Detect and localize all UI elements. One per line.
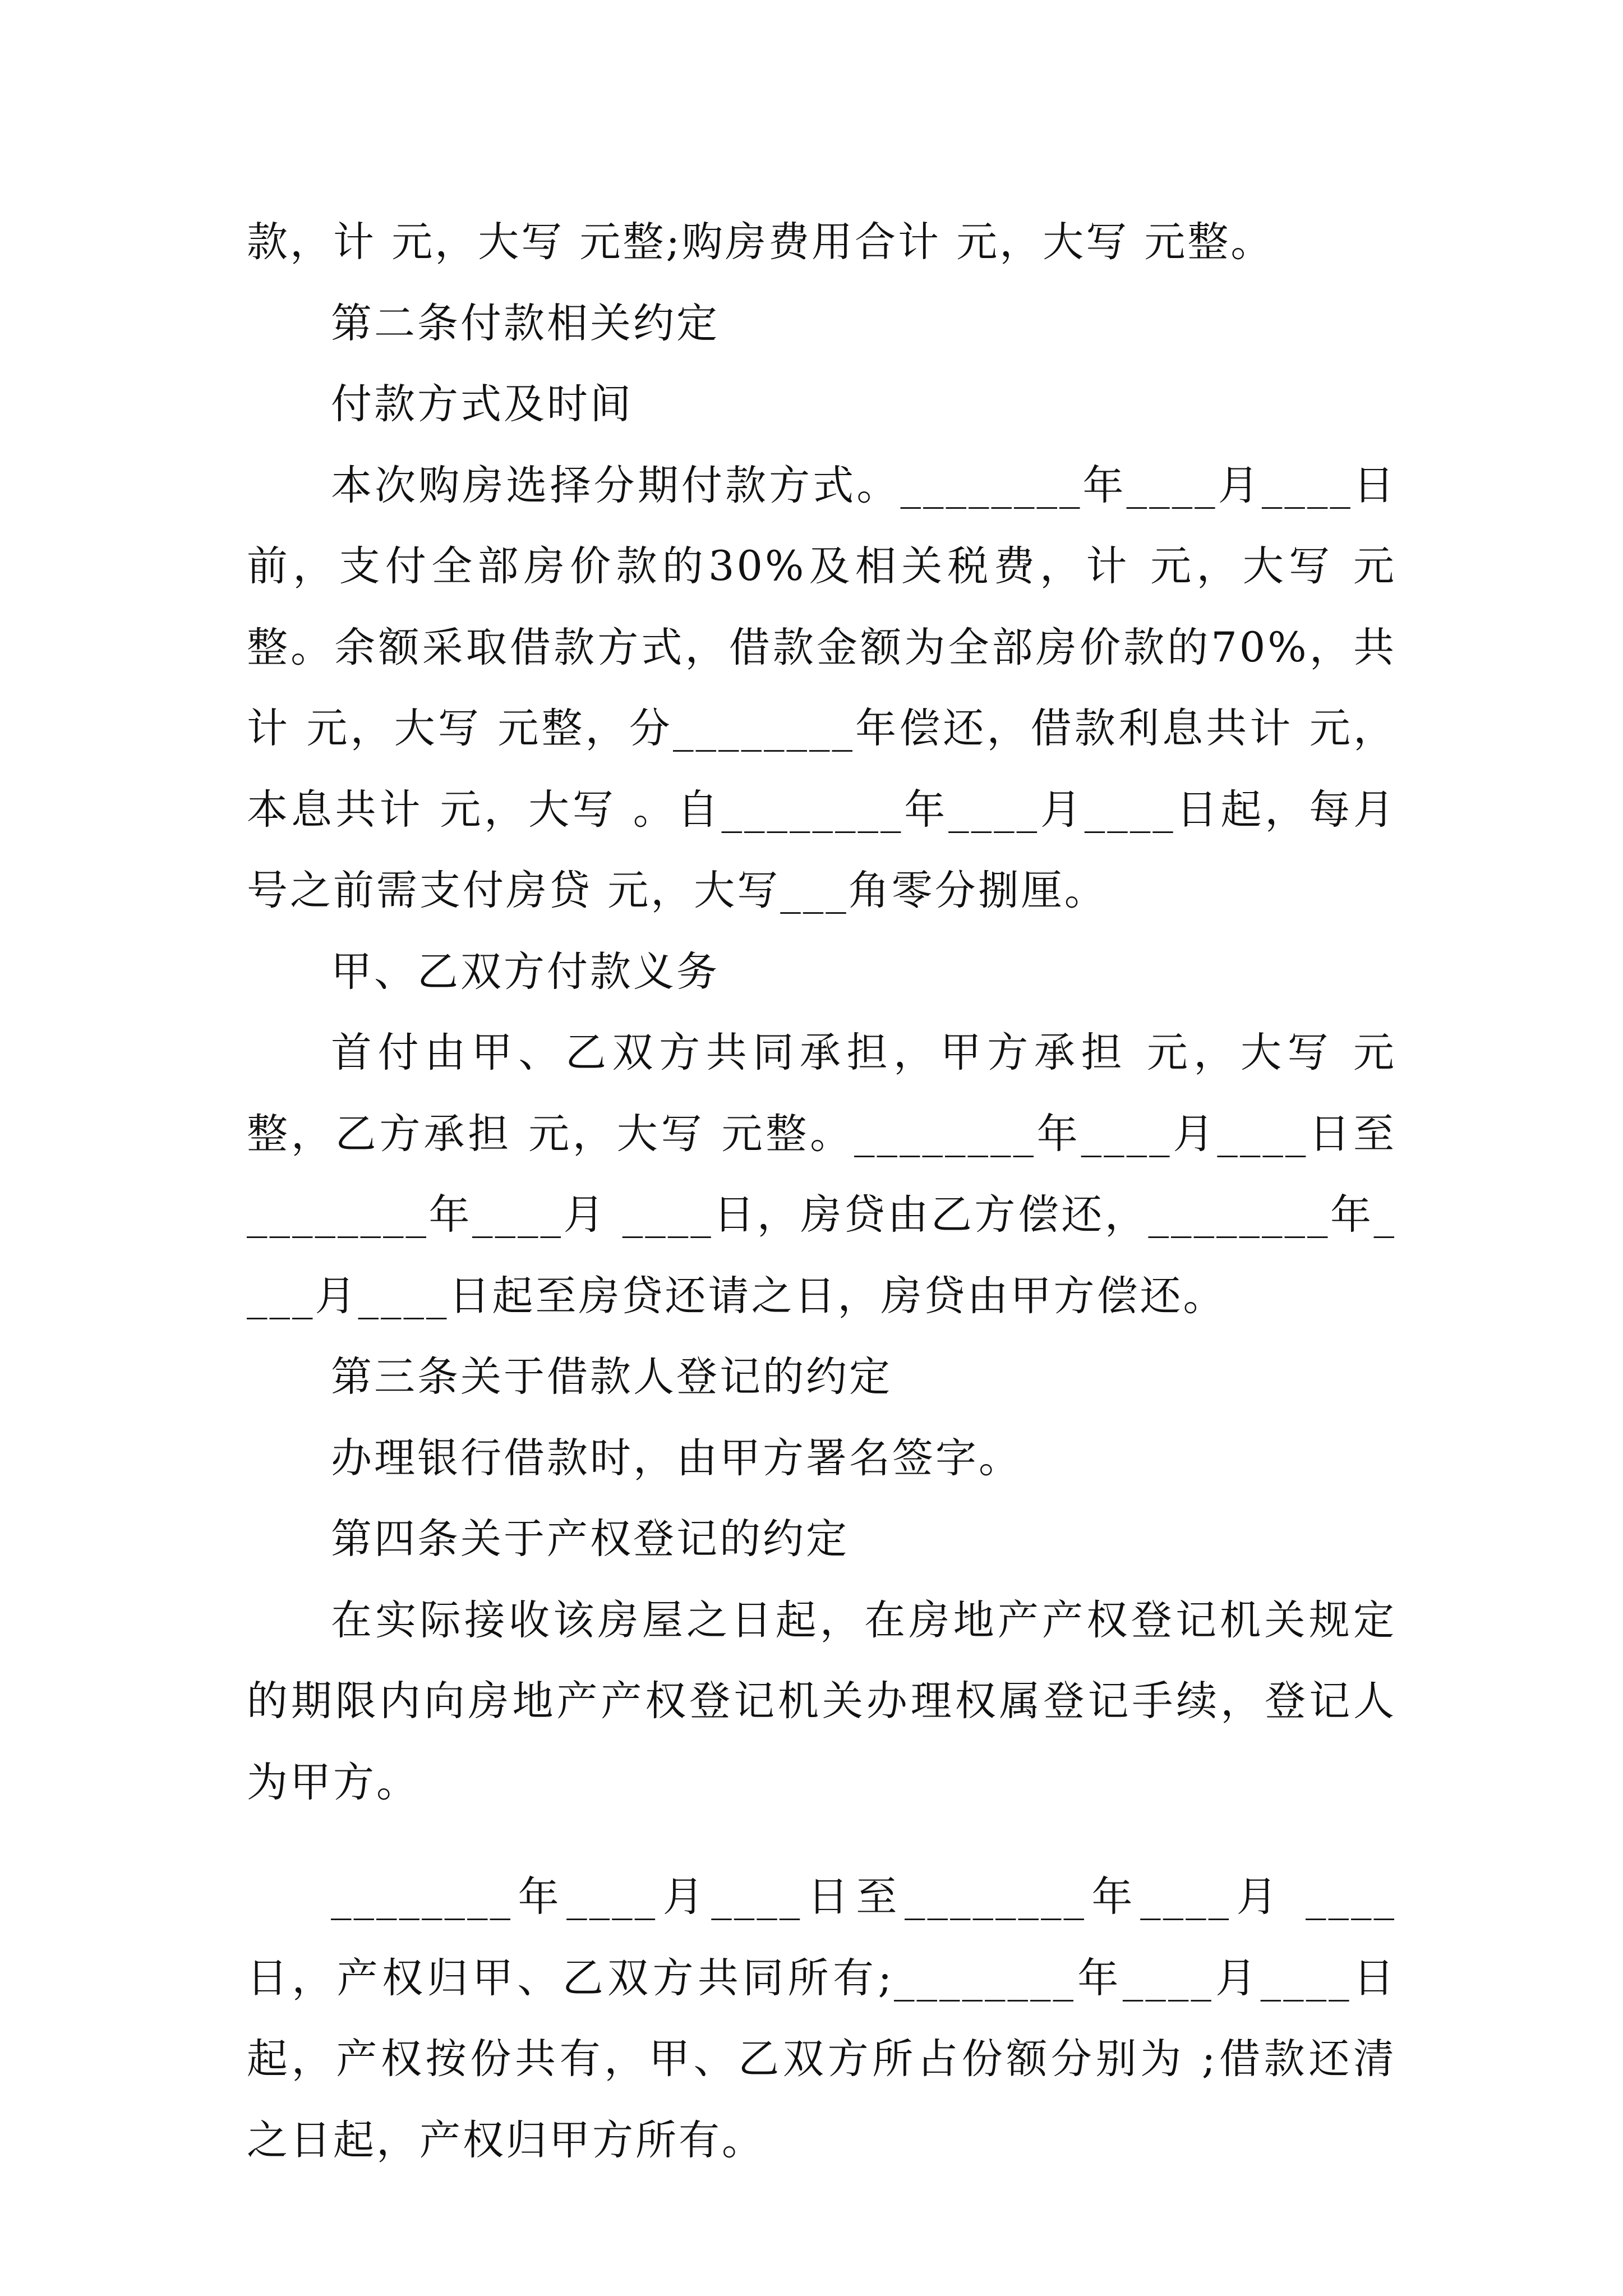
payment-obligation-heading: 甲、乙双方付款义务 (331, 947, 720, 996)
article-4-heading: 第四条关于产权登记的约定 (331, 1515, 849, 1563)
article-3-heading: 第三条关于借款人登记的约定 (331, 1353, 892, 1401)
paragraph-spacer (247, 1823, 1396, 1857)
registration-paragraph: 在实际接收该房屋之日起，在房地产产权登记机关规定的期限内向房地产产权登记机关办理权属登记手续，登记人为甲方。 (247, 1596, 1396, 1806)
down-payment-paragraph: 首付由甲、乙双方共同承担，甲方承担 元，大写 元整，乙方承担 元，大写 元整。________年____月____日至________年____月 ____日，房贷由乙方偿还，________年____月____日起至房贷还请之日，房贷由甲方偿还。 (247, 1029, 1396, 1320)
ownership-paragraph: ________年____月____日至________年____月 ____日，产权归甲、乙双方共同所有;________年____月____日起，产权按份共有，甲、乙双方所占份额分别为 ;借款还清之日起，产权归甲方所有。 (247, 1873, 1396, 2164)
loan-signing-paragraph: 办理银行借款时，由甲方署名签字。 (331, 1434, 1022, 1482)
paragraph-continuation: 款，计 元，大写 元整;购房费用合计 元，大写 元整。 (247, 218, 1274, 266)
document-body (247, 202, 1396, 2181)
payment-method-heading: 付款方式及时间 (331, 380, 633, 428)
installment-paragraph: 本次购房选择分期付款方式。________年____月____日前，支付全部房价款的30%及相关税费，计 元，大写 元整。余额采取借款方式，借款金额为全部房价款的70%，共计 元，大写 元整，分________年偿还，借款利息共计 元，本息共计 元，大写 。自________年____月____日起，每月 号之前需支付房贷 元，大写___角零分捌厘。 (247, 461, 1396, 914)
article-2-heading: 第二条付款相关约定 (331, 299, 720, 347)
